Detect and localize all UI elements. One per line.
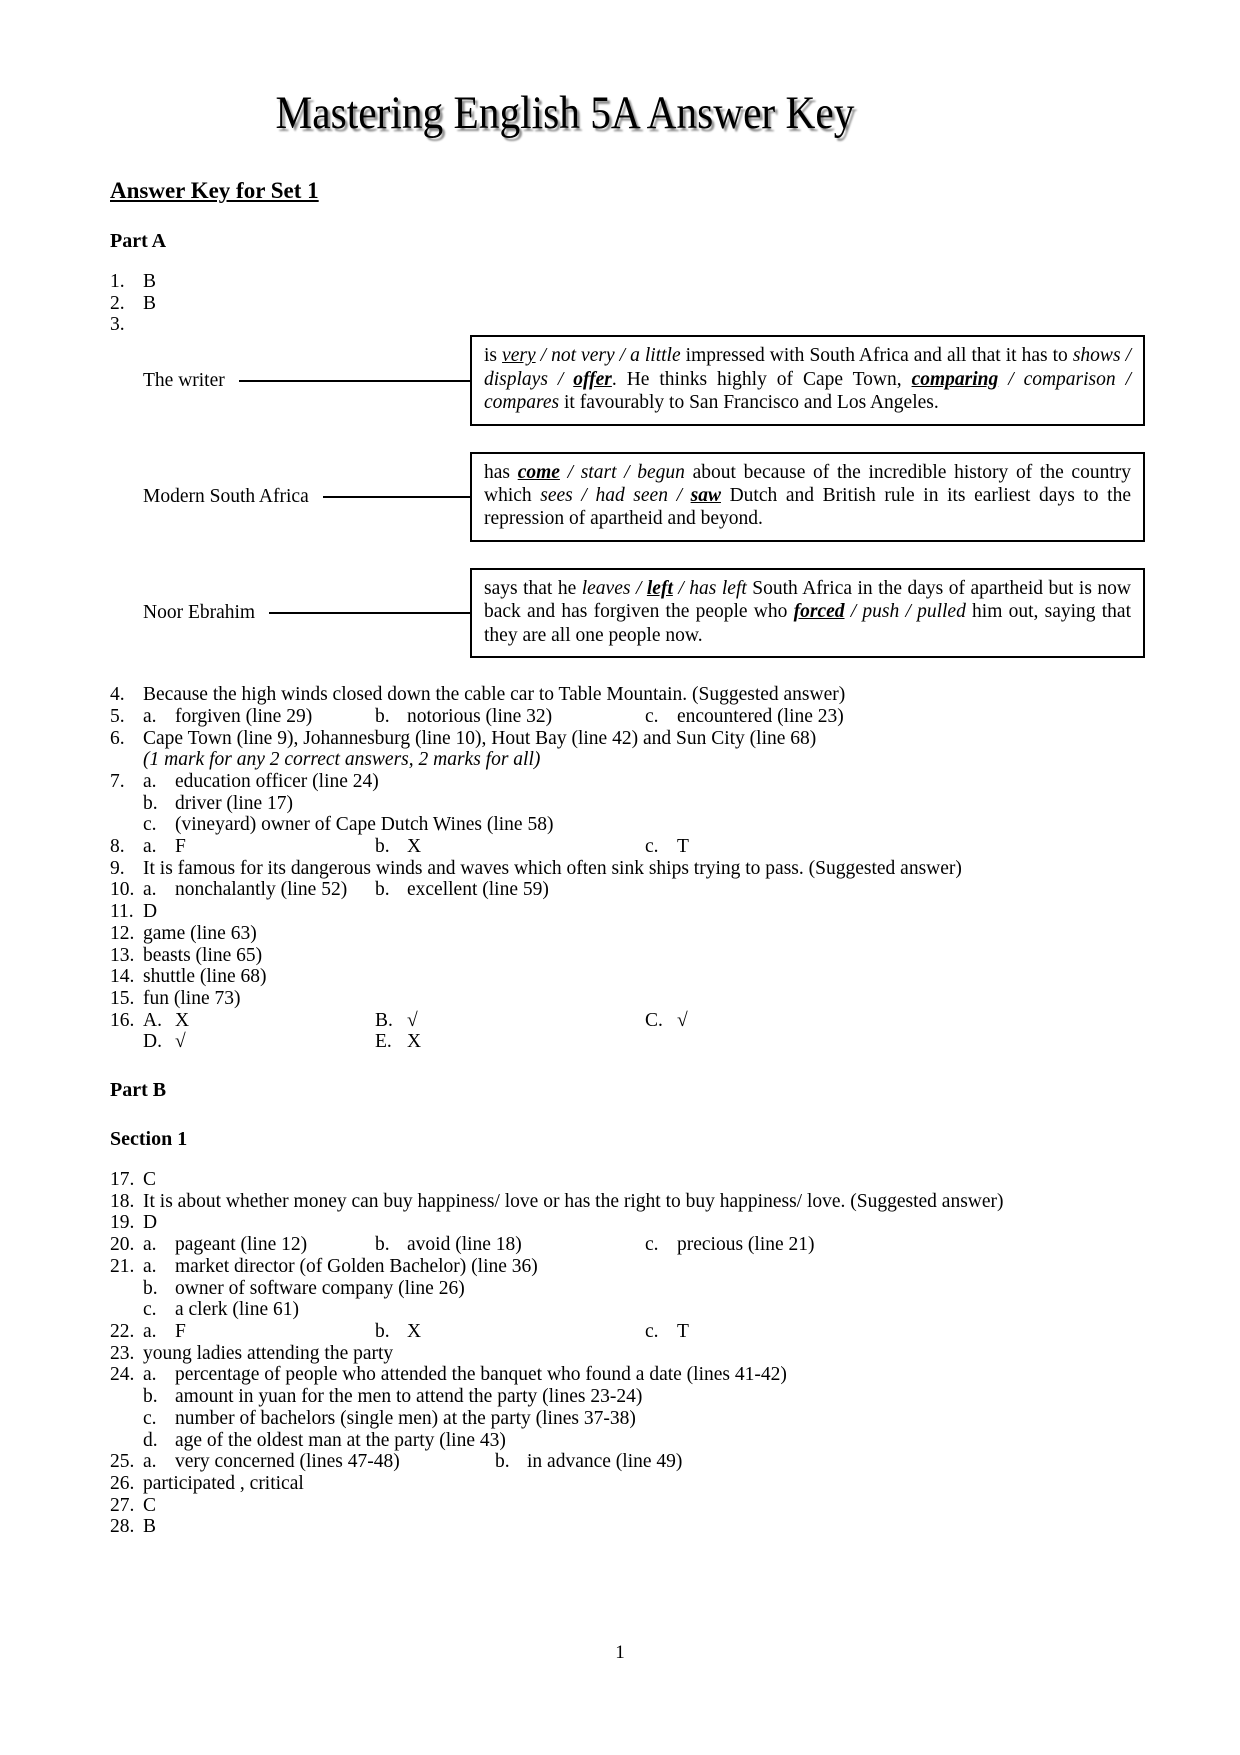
list-item [110,271,1140,293]
answer-letter: b. [375,836,390,858]
rich-text-segment: a little [630,345,681,367]
item-number: 27. [110,1494,135,1516]
item-body [143,1495,1140,1517]
match-connector-line [323,496,470,498]
answer-text: It is famous for its dangerous winds and waves which often sink ships trying to pass. (Suggested answer) [143,857,962,879]
answer-text: D [143,901,158,923]
rich-text-segment: / [667,485,691,507]
answer-text: X [407,1031,422,1053]
answer-text: T [677,1320,689,1342]
item-number: 14. [110,966,135,988]
answer-text: notorious (line 32) [407,705,553,727]
answer-text: B [143,1516,157,1538]
answer-subline [143,1430,1140,1452]
answer-col [645,836,1140,858]
rich-text-segment: / [614,345,631,367]
answer-list [110,230,1140,1538]
answer-letter: b. [375,705,390,727]
item-body [143,1191,1140,1213]
rich-text-segment: / [1120,345,1131,367]
answer-col [375,1010,645,1032]
item-number: 19. [110,1212,135,1234]
rich-text-segment: is [484,345,503,367]
rich-text-segment: had seen [595,485,668,507]
item-body [143,988,1140,1010]
part-heading: Part B [110,1079,167,1102]
answer-letter: a. [143,770,157,792]
answer-subline [143,1386,1140,1408]
match-box [470,452,1145,542]
answer-col [143,1234,375,1256]
answer-text: T [677,836,689,858]
answer-col [645,1321,1140,1343]
page-number: 1 [615,1642,625,1663]
rich-text-segment: / [844,601,863,623]
item-body [143,966,1140,988]
answer-col [375,1234,645,1256]
item-body [143,1234,1140,1256]
item-number: 4. [110,684,125,706]
answer-text: number of bachelors (single men) at the party (lines 37-38) [175,1407,636,1429]
rich-text-segment: leaves [581,577,631,599]
answer-text: X [407,1320,422,1342]
answer-note: (1 mark for any 2 correct answers, 2 marks for all) [143,749,541,771]
rich-text-segment: sees [540,485,573,507]
item-body [143,293,1140,315]
rich-text-segment: / [672,577,690,599]
set-heading: Answer Key for Set 1 [110,178,319,204]
list-item [110,923,1140,945]
answer-letter: a. [143,836,157,858]
list-item [110,293,1140,315]
answer-columns [143,1010,1140,1032]
item-number: 28. [110,1516,135,1538]
rich-text-segment: / [572,485,596,507]
rich-text-segment: left [646,577,673,599]
answer-letter: B. [375,1009,393,1031]
answer-text: a clerk (line 61) [175,1299,299,1321]
answer-text: shuttle (line 68) [143,966,267,988]
answer-subline [143,1299,1140,1321]
answer-text: very concerned (lines 47-48) [175,1451,400,1473]
rich-text-segment: push [862,601,900,623]
item-number: 7. [110,770,125,792]
answer-col [143,836,375,858]
answer-col [375,1031,645,1053]
rich-text-segment: saw [690,485,721,507]
answer-col [375,706,645,728]
rich-text-segment: compares [484,392,560,414]
list-item [110,945,1140,967]
rich-text-segment: South Africa in the days of apartheid but is now back and has forgiven the people who [484,577,1132,623]
answer-letter: b. [375,1234,390,1256]
item-number: 8. [110,836,125,858]
answer-text: C [143,1169,157,1191]
list-item [110,1256,1140,1321]
answer-col [495,1451,765,1473]
answer-text: age of the oldest man at the party (line 43) [175,1429,506,1451]
answer-text: market director (of Golden Bachelor) (line 36) [175,1255,538,1277]
part-heading: Section 1 [110,1128,188,1151]
answer-text: X [407,836,422,858]
document-title-text: Mastering English 5A Answer Key [275,87,855,139]
answer-text: driver (line 17) [175,792,294,814]
list-item [110,1516,1140,1538]
answer-text: game (line 63) [143,922,257,944]
document-title [110,86,1020,140]
item-number: 3. [110,314,125,336]
list-item [110,836,1140,858]
item-number: 10. [110,879,135,901]
list-item [110,1321,1140,1343]
item-number: 15. [110,987,135,1009]
part-heading: Part A [110,230,167,253]
answer-columns [143,706,1140,728]
rich-text-segment: says that he [484,577,582,599]
item-number: 16. [110,1009,135,1031]
item-number: 18. [110,1190,135,1212]
answer-letter: a. [143,879,157,901]
list-item [110,706,1140,728]
item-number: 20. [110,1234,135,1256]
answer-text: B [143,271,157,293]
rich-text-segment: . He thinks highly of Cape Town, [611,368,912,390]
answer-col [143,1010,375,1032]
answer-letter: b. [143,1386,158,1408]
rich-text-segment: has left [689,577,747,599]
rich-text-segment: start [580,461,617,483]
item-number: 6. [110,727,125,749]
answer-subline [143,1408,1140,1430]
match-label: Noor Ebrahim [143,602,256,624]
answer-subline [143,1278,1140,1300]
item-number: 22. [110,1320,135,1342]
item-body [143,923,1140,945]
answer-text: D [143,1212,158,1234]
answer-text: √ [407,1009,418,1031]
answer-letter: E. [375,1031,392,1053]
list-item [110,1169,1140,1191]
answer-subline [143,814,1140,836]
item-body [143,858,1140,880]
answer-text: precious (line 21) [677,1234,815,1256]
answer-text: It is about whether money can buy happiness/ love or has the right to buy happiness/ love. (Suggested answer) [143,1190,1004,1212]
rich-text-segment: not very [551,345,615,367]
rich-text-segment: / [616,461,638,483]
answer-text: X [175,1009,190,1031]
rich-text-segment: / [559,461,581,483]
list-item [110,684,1140,706]
answer-text: avoid (line 18) [407,1234,522,1256]
rich-text-segment: / [630,577,647,599]
answer-columns [143,1031,1140,1053]
answer-letter: c. [645,1234,659,1256]
rich-text-segment: about because of the incredible history of the country which [484,461,1131,507]
list-item [110,314,1140,684]
answer-text: percentage of people who attended the banquet who found a date (lines 41-42) [175,1364,787,1386]
item-number: 17. [110,1169,135,1191]
list-item [110,1343,1140,1365]
answer-letter: a. [143,1255,157,1277]
answer-letter: b. [495,1451,510,1473]
rich-text-segment: comparing [911,368,999,390]
match-connector-line [239,380,470,382]
answer-text: amount in yuan for the men to attend the party (lines 23-24) [175,1386,643,1408]
list-item [110,1191,1140,1213]
answer-columns [143,1321,1140,1343]
answer-text: pageant (line 12) [175,1234,308,1256]
answer-letter: b. [375,879,390,901]
answer-text: (vineyard) owner of Cape Dutch Wines (line 58) [175,814,554,836]
answer-text: √ [677,1009,688,1031]
item-number: 25. [110,1451,135,1473]
item-body [143,1516,1140,1538]
list-item [110,1451,1140,1473]
list-item [110,728,1140,771]
answer-text: young ladies attending the party [143,1342,394,1364]
answer-col [375,1321,645,1343]
item-number: 5. [110,705,125,727]
match-row [143,335,1145,425]
answer-letter: a. [143,1364,157,1386]
answer-col [375,879,645,901]
answer-subline [143,1256,1140,1278]
answer-col [645,1010,1140,1032]
item-body [143,1364,1140,1451]
rich-text-segment: very [502,345,536,367]
list-item [110,1473,1140,1495]
list-item [110,1010,1140,1053]
item-body [143,879,1140,901]
match-row [143,452,1145,542]
answer-text: fun (line 73) [143,987,241,1009]
answer-col [143,1031,375,1053]
list-item [110,1212,1140,1234]
answer-letter: b. [143,1277,158,1299]
answer-letter: c. [645,705,659,727]
rich-text-segment: forced [793,601,845,623]
item-body [143,1010,1140,1053]
answer-text: F [175,836,186,858]
list-item [110,1234,1140,1256]
rich-text-segment: offer [573,368,612,390]
rich-text-segment: displays [484,368,548,390]
item-number: 21. [110,1255,135,1277]
page-content [0,86,1240,1538]
rich-text-segment: has [484,461,518,483]
rich-text-segment: come [517,461,560,483]
answer-col [645,1234,1140,1256]
match-box [470,568,1145,658]
answer-col [143,1321,375,1343]
answer-text: Cape Town (line 9), Johannesburg (line 10), Hout Bay (line 42) and Sun City (line 68) [143,727,817,749]
list-item [110,901,1140,923]
item-body [143,335,1140,684]
answer-text: beasts (line 65) [143,944,263,966]
answer-letter: a. [143,1234,157,1256]
answer-letter: D. [143,1031,162,1053]
answer-columns [143,1234,1140,1256]
item-body [143,836,1140,858]
rich-text-segment: impressed with South Africa and all that it has to [680,345,1073,367]
item-body [143,1473,1140,1495]
rich-text-segment: / [998,368,1024,390]
item-number: 24. [110,1364,135,1386]
item-number: 2. [110,292,125,314]
rich-text-segment: / [535,345,552,367]
answer-text: participated , critical [143,1472,304,1494]
answer-columns [143,1451,1140,1473]
answer-text: forgiven (line 29) [175,705,313,727]
answer-col [375,836,645,858]
match-label: The writer [143,369,225,391]
item-number: 26. [110,1472,135,1494]
answer-text: C [143,1494,157,1516]
answer-letter: b. [375,1320,390,1342]
answer-columns [143,879,1140,901]
rich-text-segment: Dutch and British rule in its earliest days to the repression of apartheid and beyond. [484,485,1132,530]
match-connector-line [269,612,470,614]
item-number: 23. [110,1342,135,1364]
answer-letter: C. [645,1009,663,1031]
answer-letter: b. [143,792,158,814]
rich-text-segment: it favourably to San Francisco and Los Angeles. [559,392,939,414]
answer-letter: c. [143,1299,157,1321]
match-label: Modern South Africa [143,485,309,507]
rich-text-segment: pulled [917,601,966,623]
answer-letter: a. [143,1451,157,1473]
answer-text: encountered (line 23) [677,705,844,727]
item-number: 9. [110,857,125,879]
answer-text: education officer (line 24) [175,770,379,792]
answer-text: excellent (line 59) [407,879,549,901]
match-box [470,335,1145,425]
answer-text: Because the high winds closed down the cable car to Table Mountain. (Suggested answer) [143,684,846,706]
answer-text: F [175,1320,186,1342]
answer-letter: A. [143,1009,162,1031]
answer-letter: a. [143,705,157,727]
item-body [143,706,1140,728]
rich-text-segment: / [899,601,918,623]
list-item [110,1495,1140,1517]
answer-letter: c. [143,1407,157,1429]
item-body [143,1343,1140,1365]
answer-text: in advance (line 49) [527,1451,683,1473]
answer-col [143,879,375,901]
answer-letter: a. [143,1320,157,1342]
answer-letter: d. [143,1429,158,1451]
answer-text: owner of software company (line 26) [175,1277,465,1299]
rich-text-segment: / [1115,368,1132,390]
answer-subline [143,771,1140,793]
match-row [143,568,1145,658]
rich-text-segment: begun [637,461,685,483]
rich-text-segment: / [547,368,574,390]
list-item [110,858,1140,880]
answer-col [143,706,375,728]
list-item [110,771,1140,836]
item-body [143,771,1140,836]
item-number: 11. [110,901,134,923]
item-body [143,1256,1140,1321]
item-body [143,1451,1140,1473]
list-item [110,879,1140,901]
item-number: 13. [110,944,135,966]
answer-col [143,1451,495,1473]
answer-text: nonchalantly (line 52) [175,879,348,901]
list-item [110,966,1140,988]
rich-text-segment: comparison [1023,368,1116,390]
rich-text-segment: him out, saying that they are all one people now. [484,601,1131,646]
answer-subline [143,1364,1140,1386]
item-body [143,1212,1140,1234]
answer-columns [143,836,1140,858]
answer-text: √ [175,1031,186,1053]
list-item [110,988,1140,1010]
item-body [143,684,1140,706]
answer-letter: c. [143,814,157,836]
item-body [143,728,1140,771]
answer-text: B [143,292,157,314]
item-body [143,945,1140,967]
item-number: 12. [110,922,135,944]
item-body [143,1169,1140,1191]
item-body [143,1321,1140,1343]
answer-letter: c. [645,1320,659,1342]
list-item [110,1364,1140,1451]
rich-text-segment: shows [1072,345,1121,367]
item-number: 1. [110,271,125,293]
item-body [143,271,1140,293]
answer-letter: c. [645,836,659,858]
answer-col [645,706,1140,728]
answer-subline [143,793,1140,815]
item-body [143,901,1140,923]
